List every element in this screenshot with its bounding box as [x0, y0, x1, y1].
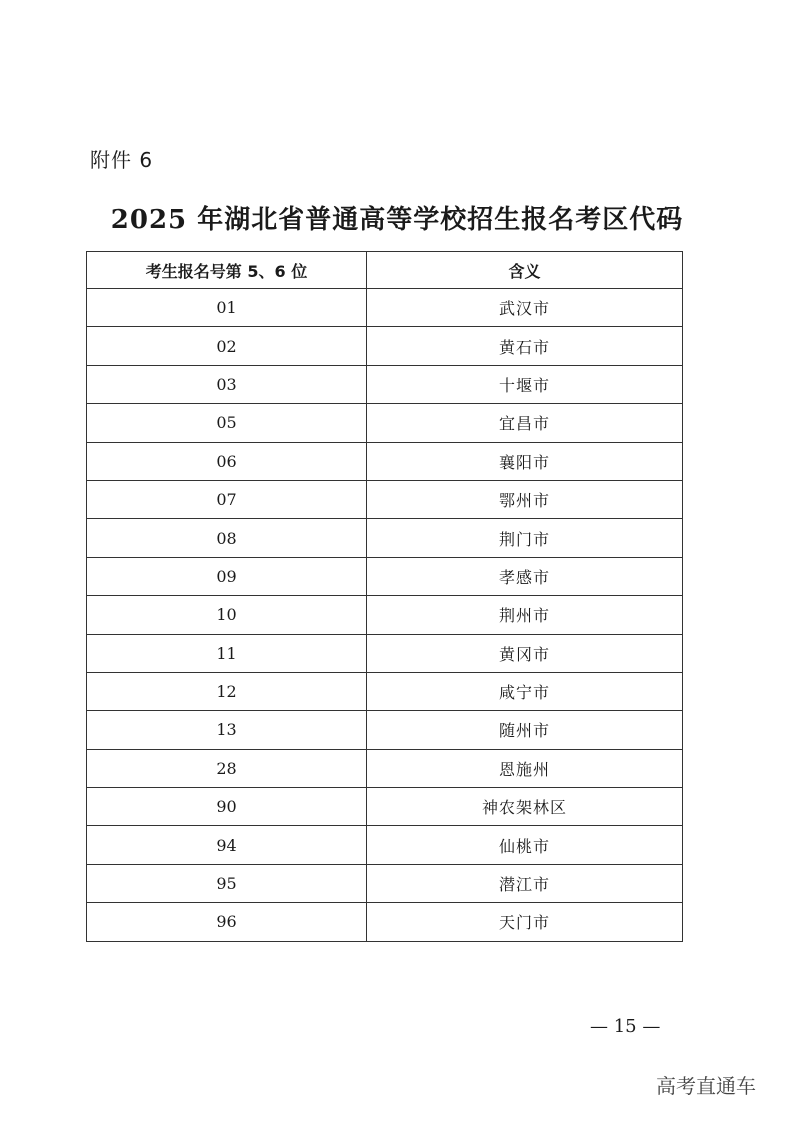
code-cell: 07 — [87, 480, 367, 518]
meaning-cell: 武汉市 — [367, 289, 683, 327]
meaning-cell: 咸宁市 — [367, 672, 683, 710]
table-row — [87, 365, 683, 403]
code-cell: 05 — [87, 404, 367, 442]
table-row — [87, 711, 683, 749]
code-cell: 03 — [87, 365, 367, 403]
code-cell: 10 — [87, 596, 367, 634]
header-code: 考生报名号第 5、6 位 — [87, 252, 367, 289]
code-cell: 28 — [87, 749, 367, 787]
code-cell: 02 — [87, 327, 367, 365]
page-number: — 15 — — [590, 1016, 661, 1037]
code-cell: 11 — [87, 634, 367, 672]
code-cell: 09 — [87, 557, 367, 595]
code-cell: 90 — [87, 788, 367, 826]
table-row — [87, 864, 683, 902]
meaning-cell: 神农架林区 — [367, 788, 683, 826]
table-row — [87, 596, 683, 634]
code-cell: 01 — [87, 289, 367, 327]
code-cell: 13 — [87, 711, 367, 749]
table-body — [87, 289, 683, 942]
watermark-text: 高考直通车 — [656, 1074, 756, 1098]
meaning-cell: 随州市 — [367, 711, 683, 749]
meaning-cell: 十堰市 — [367, 365, 683, 403]
meaning-cell: 宜昌市 — [367, 404, 683, 442]
meaning-cell: 孝感市 — [367, 557, 683, 595]
code-cell: 06 — [87, 442, 367, 480]
table-row — [87, 557, 683, 595]
meaning-cell: 黄冈市 — [367, 634, 683, 672]
meaning-cell: 鄂州市 — [367, 480, 683, 518]
meaning-cell: 襄阳市 — [367, 442, 683, 480]
document-title: 2025 年湖北省普通高等学校招生报名考区代码 — [110, 205, 684, 235]
region-code-table — [86, 251, 683, 942]
attachment-label: 附件 6 — [90, 148, 154, 172]
meaning-cell: 黄石市 — [367, 327, 683, 365]
table-row — [87, 672, 683, 710]
table-row — [87, 327, 683, 365]
meaning-cell: 恩施州 — [367, 749, 683, 787]
table-row — [87, 519, 683, 557]
table-row — [87, 903, 683, 941]
table-row — [87, 634, 683, 672]
table-row — [87, 788, 683, 826]
code-cell: 95 — [87, 864, 367, 902]
table-row — [87, 826, 683, 864]
table-header-row — [87, 252, 683, 289]
header-meaning: 含义 — [367, 252, 683, 289]
table-row — [87, 442, 683, 480]
table-row — [87, 289, 683, 327]
meaning-cell: 荆州市 — [367, 596, 683, 634]
table-row — [87, 749, 683, 787]
meaning-cell: 潜江市 — [367, 864, 683, 902]
code-cell: 12 — [87, 672, 367, 710]
code-cell: 08 — [87, 519, 367, 557]
table-row — [87, 404, 683, 442]
code-cell: 96 — [87, 903, 367, 941]
table-row — [87, 480, 683, 518]
meaning-cell: 仙桃市 — [367, 826, 683, 864]
code-cell: 94 — [87, 826, 367, 864]
meaning-cell: 荆门市 — [367, 519, 683, 557]
meaning-cell: 天门市 — [367, 903, 683, 941]
